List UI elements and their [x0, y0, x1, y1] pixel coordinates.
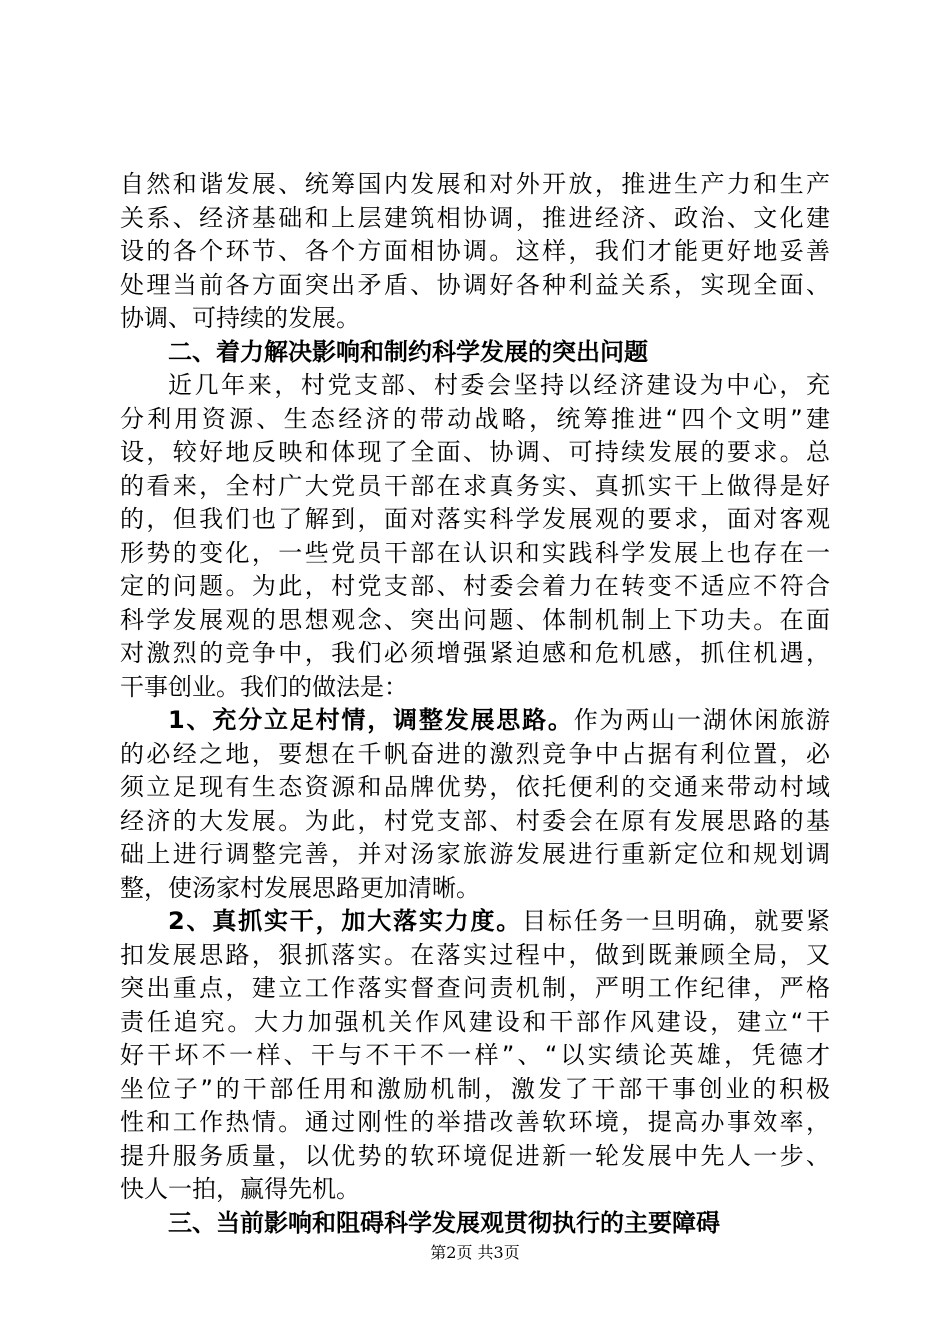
- text-line: 坐位子”的干部任用和激励机制，激发了干部干事创业的积极: [120, 1074, 830, 1103]
- section-heading-3: 三、当前影响和阻碍科学发展观贯彻执行的主要障碍: [168, 1208, 720, 1237]
- text-line: 责任追究。大力加强机关作风建设和干部作风建设，建立“干: [120, 1007, 830, 1036]
- text-line: 设，较好地反映和体现了全面、协调、可持续发展的要求。总: [120, 438, 830, 466]
- text-line: 突出重点，建立工作落实督查问责机制，严明工作纪律，严格: [120, 974, 830, 1002]
- text-line: 定的问题。为此，村党支部、村委会着力在转变不适应不符合: [120, 572, 830, 600]
- text-line: 的必经之地，要想在千帆奋进的激烈竞争中占据有利位置，必: [120, 739, 830, 768]
- text-line: 分利用资源、生态经济的带动战略，统筹推进“四个文明”建: [120, 404, 830, 433]
- text-line: 的，但我们也了解到，面对落实科学发展观的要求，面对客观: [120, 505, 830, 533]
- text-line: 处理当前各方面突出矛盾、协调好各种利益关系，实现全面、: [120, 270, 830, 299]
- item-text: 目标任务一旦明确，就要紧: [522, 907, 831, 935]
- text-line: 协调、可持续的发展。: [120, 304, 360, 332]
- item-text: 作为两山一湖休闲旅游: [573, 706, 831, 734]
- paragraph: [120, 369, 830, 704]
- text-line: 整，使汤家村发展思路更加清晰。: [120, 873, 480, 902]
- document-body: [120, 168, 830, 1240]
- text-line: 性和工作热情。通过刚性的举措改善软环境，提高办事效率，: [120, 1108, 830, 1136]
- text-line: 设的各个环节、各个方面相协调。这样，我们才能更好地妥善: [120, 237, 830, 265]
- text-line: 快人一拍，赢得先机。: [120, 1175, 360, 1203]
- paragraph-continuation: [120, 168, 830, 336]
- text-line: 的看来，全村广大党员干部在求真务实、真抓实干上做得是好: [120, 471, 830, 500]
- paragraph-item-1: [120, 704, 830, 905]
- text-line: 扣发展思路，狠抓落实。在落实过程中，做到既兼顾全局，又: [120, 940, 830, 969]
- text-line: 自然和谐发展、统筹国内发展和对外开放，推进生产力和生产: [120, 170, 830, 198]
- text-line: 好干坏不一样、干与不干不一样”、“以实绩论英雄，凭德才: [120, 1041, 830, 1069]
- text-line: 干事创业。我们的做法是：: [120, 672, 408, 701]
- text-line: 对激烈的竞争中，我们必须增强紧迫感和危机感，抓住机遇，: [120, 639, 830, 667]
- text-line-first: [120, 905, 830, 939]
- text-line: 关系、经济基础和上层建筑相协调，推进经济、政治、文化建: [120, 203, 830, 232]
- text-line: 须立足现有生态资源和品牌优势，依托便利的交通来带动村域: [120, 773, 830, 801]
- text-line: 形势的变化，一些党员干部在认识和实践科学发展上也存在一: [120, 538, 830, 567]
- text-line: 科学发展观的思想观念、突出问题、体制机制上下功夫。在面: [120, 605, 830, 634]
- item-lead: 2、真抓实干，加大落实力度。: [168, 907, 523, 935]
- paragraph-item-2: [120, 905, 830, 1207]
- page-footer: 第2页 共3页: [430, 1243, 520, 1262]
- text-line: 提升服务质量，以优势的软环境促进新一轮发展中先人一步、: [120, 1141, 830, 1170]
- text-line: 近几年来，村党支部、村委会坚持以经济建设为中心，充: [168, 371, 830, 399]
- text-line-first: [120, 704, 830, 738]
- text-line: 础上进行调整完善，并对汤家旅游发展进行重新定位和规划调: [120, 840, 830, 868]
- text-line: 经济的大发展。为此，村党支部、村委会在原有发展思路的基: [120, 806, 830, 835]
- item-lead: 1、充分立足村情，调整发展思路。: [168, 706, 574, 734]
- section-heading-2: 二、着力解决影响和制约科学发展的突出问题: [168, 337, 648, 366]
